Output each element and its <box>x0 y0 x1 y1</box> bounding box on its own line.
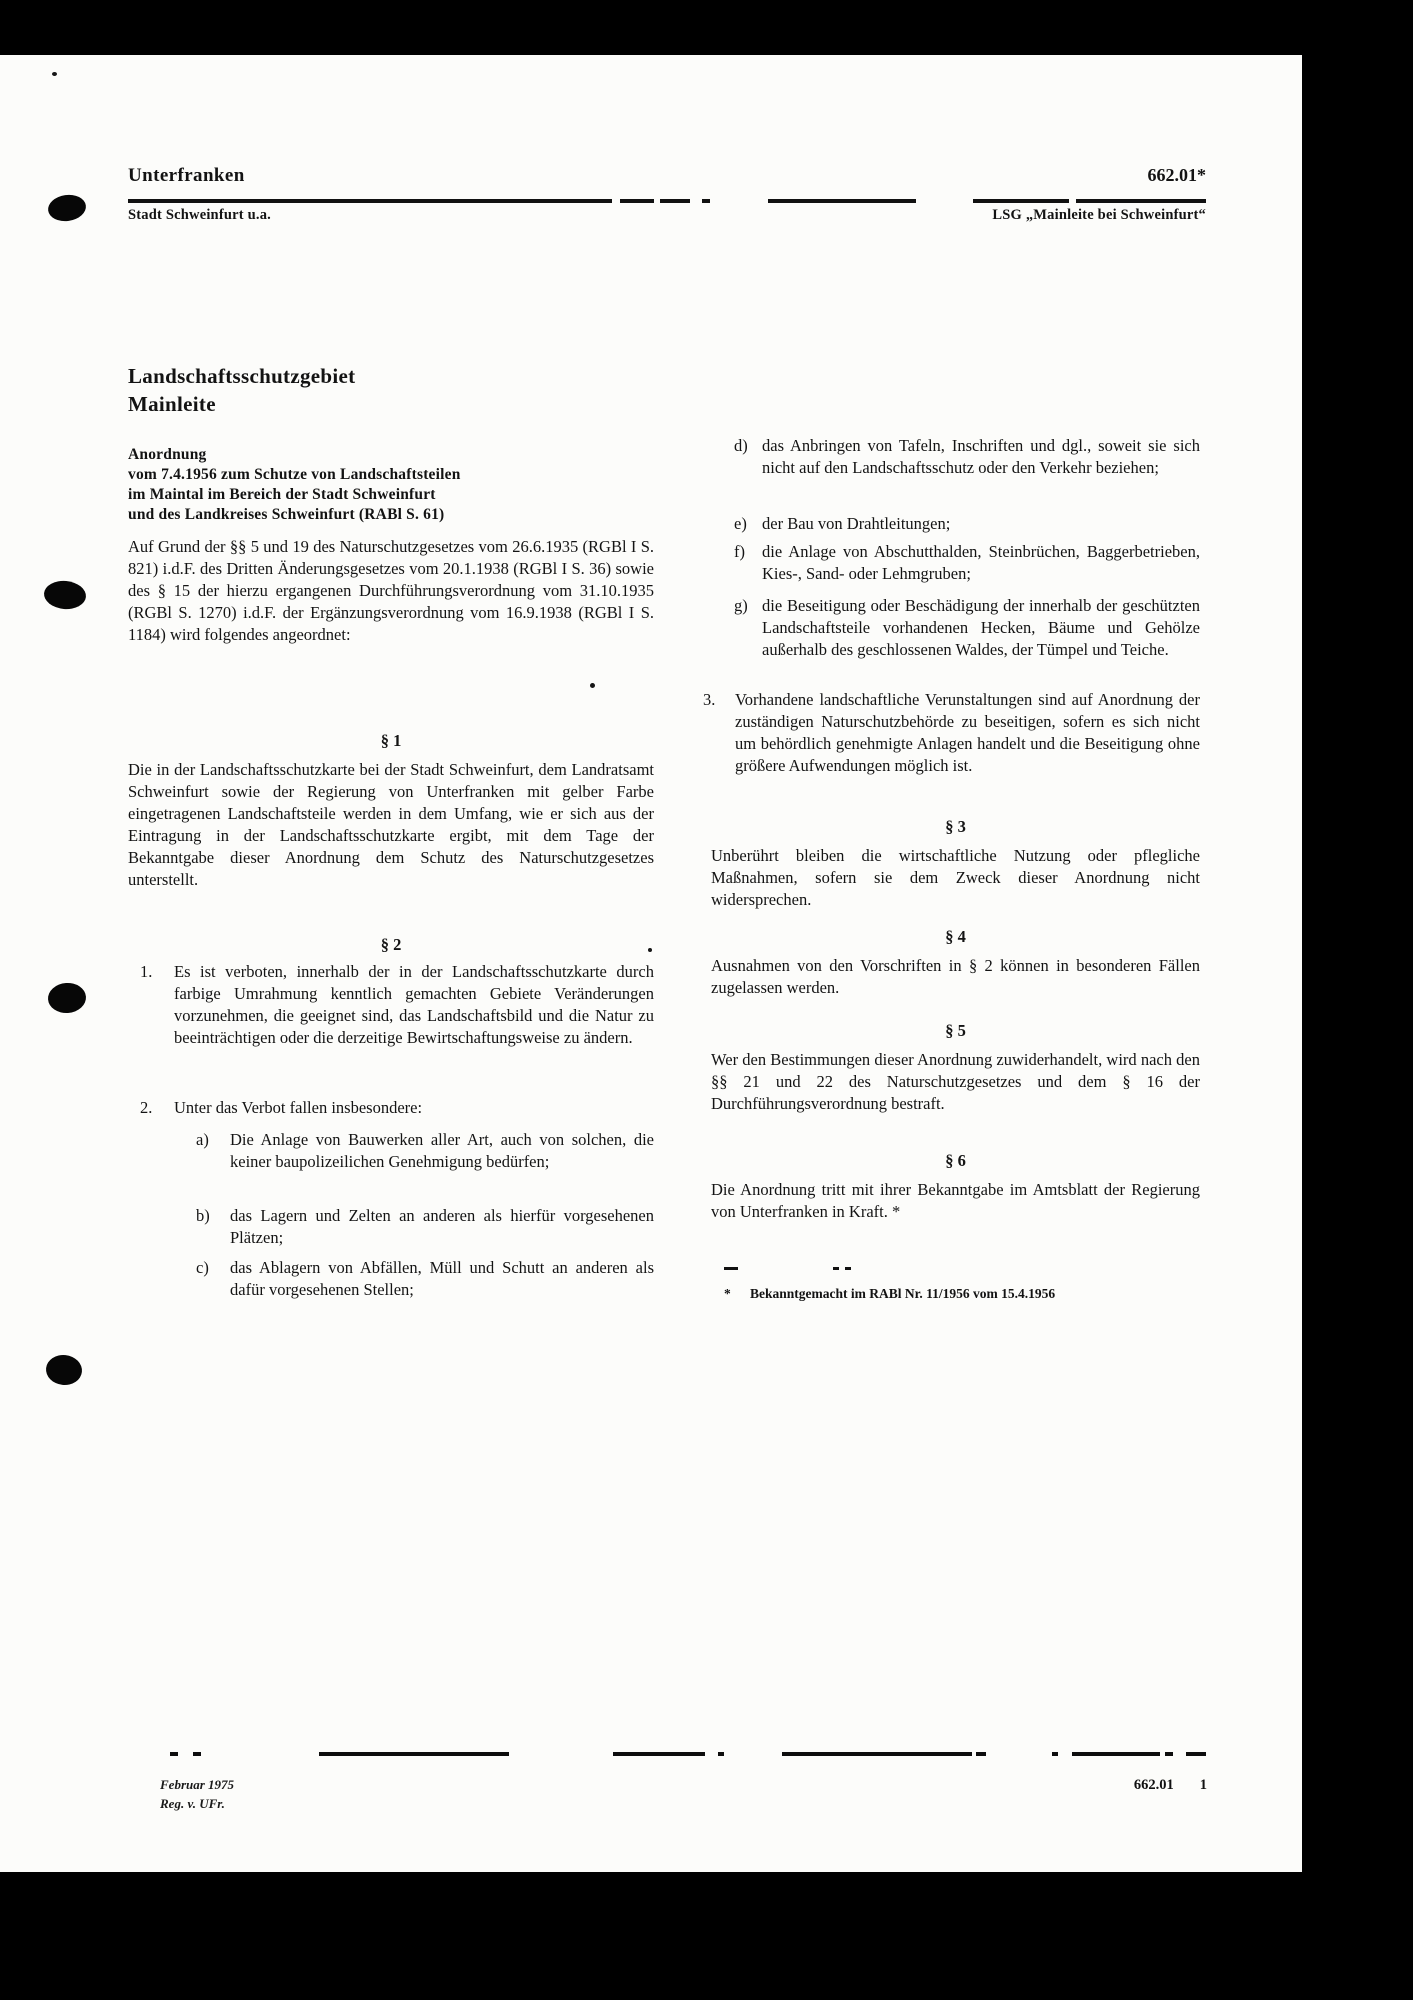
decree-line2: im Maintal im Bereich der Stadt Schweinfurt <box>128 486 436 503</box>
section-3-body: Unberührt bleiben die wirtschaftliche Nutzung oder pflegliche Maßnahmen, sofern sie dem Zweck dieser Anordnung nicht widersprechen. <box>711 846 1200 909</box>
item-text: der Bau von Drahtleitungen; <box>762 514 951 533</box>
item-text: die Anlage von Abschutthalden, Steinbrüchen, Baggerbetrieben, Kies-, Sand- oder Lehmgruben; <box>762 542 1200 583</box>
scan-speck <box>648 948 652 952</box>
header-region: Unterfranken <box>128 165 245 186</box>
item-marker: b) <box>196 1206 210 1225</box>
item-marker: e) <box>734 514 747 533</box>
section-2-item-1 <box>140 961 654 1049</box>
item-marker: 1. <box>140 962 153 981</box>
document-page <box>0 55 1302 1872</box>
footer-date: Februar 1975 <box>160 1777 235 1792</box>
intro-paragraph: Auf Grund der §§ 5 und 19 des Naturschutzgesetzes vom 26.6.1935 (RGBl I S. 821) i.d.F. des Dritten Änderungsgesetzes vom 20.1.1938 (RGBl I S. 36) sowie des § 15 der hierzu ergangenen Durchführungsverordnung vom 31.10.1935 (RGBl S. 1270) i.d.F. der Ergänzungsverordnung vom 16.9.1938 (RGBl I S. 1184) wird folgendes angeordnet: <box>128 537 654 644</box>
header-rule-segment <box>1076 199 1206 203</box>
header-rule-segment <box>768 199 916 203</box>
item-text: das Ablagern von Abfällen, Müll und Schutt an anderen als dafür vorgesehenen Stellen; <box>230 1258 654 1299</box>
footer-page-number: 1 <box>1199 1777 1207 1793</box>
document-title-line1: Landschaftsschutzgebiet <box>128 364 356 388</box>
item-marker: g) <box>734 596 748 615</box>
header-rule-segment <box>620 199 654 203</box>
section-6-heading: § 6 <box>945 1151 966 1170</box>
header-rule-segment <box>128 199 612 203</box>
header-left-subtitle: Stadt Schweinfurt u.a. <box>128 207 271 223</box>
item-text: Vorhandene landschaftliche Verunstaltungen sind auf Anordnung der zuständigen Naturschutzbehörde zu beseitigen, sofern es sich nicht um behördlich genehmigte Anlagen handelt und die Beseitigung ohne größere Aufwendungen möglich ist. <box>735 690 1200 775</box>
section-5-body: Wer den Bestimmungen dieser Anordnung zuwiderhandelt, wird nach den §§ 21 und 22 des Naturschutzgesetzes und dem § 16 der Durchführungsverordnung bestraft. <box>711 1050 1200 1113</box>
footnote-rule-segment <box>724 1267 738 1270</box>
header-code: 662.01* <box>1147 165 1206 185</box>
section-3-heading: § 3 <box>945 817 966 836</box>
section-4-heading: § 4 <box>945 927 966 946</box>
section-2-subitem-a <box>196 1129 654 1173</box>
punch-hole-mark <box>46 192 87 223</box>
item-marker: 2. <box>140 1098 153 1117</box>
footer-rule-segment <box>613 1752 705 1756</box>
footer-issue-info <box>160 1775 234 1813</box>
decree-line1: vom 7.4.1956 zum Schutze von Landschaftsteilen <box>128 466 461 483</box>
footer-code: 662.01 <box>1133 1777 1174 1793</box>
item-marker: d) <box>734 436 748 455</box>
footer-rule-segment <box>1072 1752 1160 1756</box>
footnote-marker: * <box>724 1286 731 1301</box>
punch-hole-mark <box>43 579 87 611</box>
section-2-subitem-c <box>196 1257 654 1301</box>
footer-rule-segment <box>1165 1752 1173 1756</box>
footer-rule-segment <box>718 1752 724 1756</box>
header-rule-segment <box>973 199 1069 203</box>
footnote-text: Bekanntgemacht im RABl Nr. 11/1956 vom 15.4.1956 <box>750 1286 1056 1301</box>
item-text: Es ist verboten, innerhalb der in der Landschaftsschutzkarte durch farbige Umrahmung kenntlich gemachten Gebiete Veränderungen vorzunehmen, die geeignet sind, das Landschaftsbild und die Natur zu beeinträchtigen oder die derzeitige Bewirtschaftungsweise zu ändern. <box>174 962 654 1047</box>
decree-block <box>128 445 461 525</box>
section-5-heading: § 5 <box>945 1021 966 1040</box>
section-2-heading: § 2 <box>380 935 402 954</box>
item-text: Die Anlage von Bauwerken aller Art, auch von solchen, die keiner baupolizeilichen Genehmigung bedürfen; <box>230 1130 654 1171</box>
section-6-body: Die Anordnung tritt mit ihrer Bekanntgabe im Amtsblatt der Regierung von Unterfranken in Kraft. * <box>711 1180 1200 1221</box>
punch-hole-mark <box>47 982 87 1015</box>
footer-rule-segment <box>976 1752 986 1756</box>
footer-rule-segment <box>782 1752 972 1756</box>
section-2-item-3 <box>703 689 1200 777</box>
section-2-subitem-e <box>734 513 1200 535</box>
header-rule-segment <box>702 199 710 203</box>
section-1-body: Die in der Landschaftsschutzkarte bei der Stadt Schweinfurt, dem Landratsamt Schweinfurt sowie der Regierung von Unterfranken mit gelber Farbe eingetragenen Landschaftsteile werden in dem Umfang, wie er sich aus der Eintragung in der Landschaftsschutzkarte ergibt, mit dem Tage der Bekanntgabe dieser Anordnung dem Schutz des Naturschutzgesetzes unterstellt. <box>128 760 654 889</box>
item-marker: c) <box>196 1258 209 1277</box>
footer-rule-segment <box>1186 1752 1206 1756</box>
footnote <box>722 1285 1210 1302</box>
item-text: Unter das Verbot fallen insbesondere: <box>174 1098 423 1117</box>
header-rule-segment <box>660 199 690 203</box>
footer-rule-segment <box>319 1752 509 1756</box>
item-marker: a) <box>196 1130 209 1149</box>
section-2-subitem-g <box>734 595 1200 661</box>
section-2-subitem-b <box>196 1205 654 1249</box>
section-2-subitem-d <box>734 435 1200 479</box>
punch-hole-mark <box>45 1353 84 1387</box>
footnote-rule-segment <box>845 1267 851 1270</box>
decree-heading: Anordnung <box>128 446 207 463</box>
item-text: das Lagern und Zelten an anderen als hierfür vorgesehenen Plätzen; <box>230 1206 654 1247</box>
item-marker: f) <box>734 542 745 561</box>
document-title <box>128 362 355 418</box>
footer-rule-segment <box>170 1752 178 1756</box>
scan-speck <box>52 72 57 76</box>
item-text: die Beseitigung oder Beschädigung der innerhalb der geschützten Landschaftsteile vorhandenen Hecken, Bäume und Gehölze außerhalb des geschlossenen Waldes, der Tümpel und Teiche. <box>762 596 1200 659</box>
section-2-subitem-f <box>734 541 1200 585</box>
decree-line3: und des Landkreises Schweinfurt (RABl S. 61) <box>128 506 445 523</box>
footer-rule-segment <box>193 1752 201 1756</box>
document-title-line2: Mainleite <box>128 392 216 416</box>
footnote-rule-segment <box>833 1267 839 1270</box>
section-1-heading: § 1 <box>380 731 402 750</box>
section-4-body: Ausnahmen von den Vorschriften in § 2 können in besonderen Fällen zugelassen werden. <box>711 956 1200 997</box>
footer-page-info <box>1007 1777 1207 1794</box>
scan-speck <box>590 683 595 688</box>
header-right-subtitle: LSG „Mainleite bei Schweinfurt“ <box>992 207 1206 223</box>
section-2-item-2 <box>140 1097 654 1119</box>
item-marker: 3. <box>703 690 716 709</box>
item-text: das Anbringen von Tafeln, Inschriften und dgl., soweit sie sich nicht auf den Landschaftsschutz oder den Verkehr beziehen; <box>762 436 1200 477</box>
footer-rule-segment <box>1052 1752 1058 1756</box>
footer-office: Reg. v. UFr. <box>160 1796 225 1811</box>
